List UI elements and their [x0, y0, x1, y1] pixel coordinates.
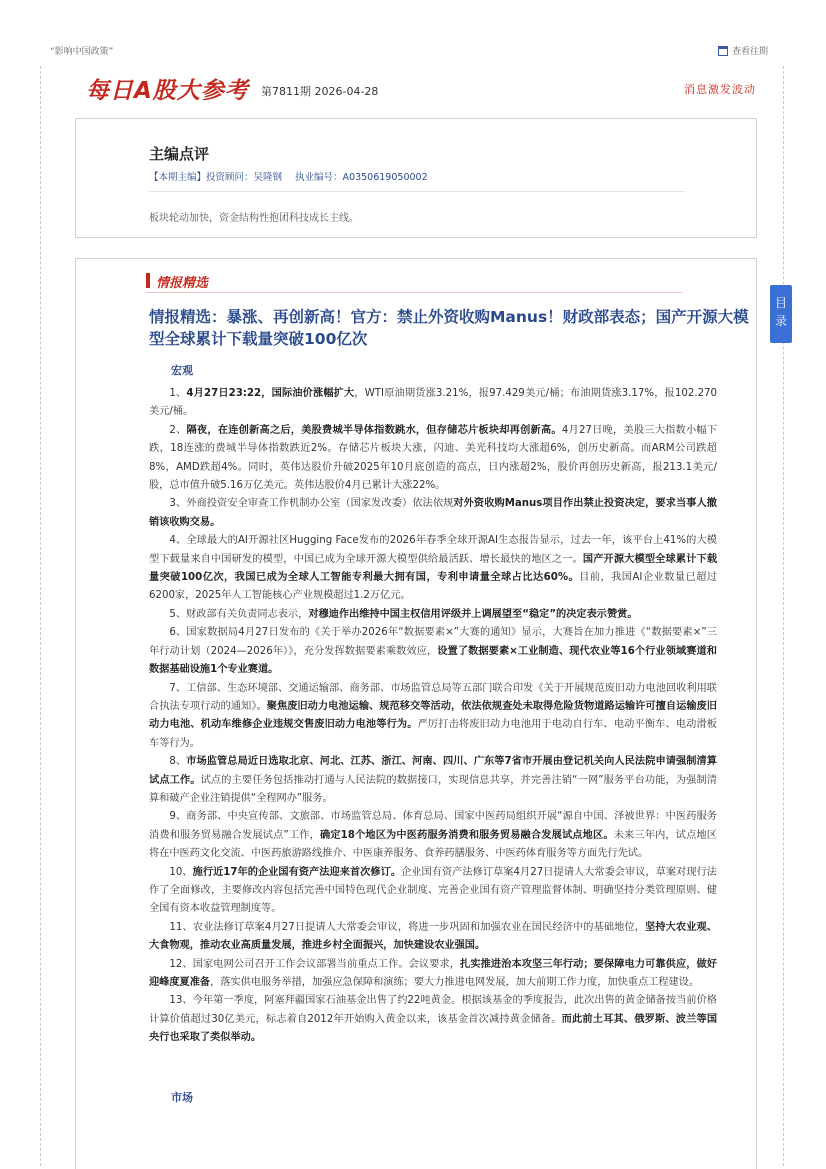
news-item	[149, 532, 717, 606]
news-text: 3、外商投资安全审查工作机制办公室（国家发改委）依法依规	[169, 498, 454, 510]
news-text: 7、工信部、生态环境部、交通运输部、商务部、市场监管总局等五部门联合印发《关于开展规范废旧动力电池回收利用联合执法专项行动的通知》。	[149, 682, 717, 712]
news-text: 5、财政部有关负责同志表示，	[169, 608, 309, 620]
news-text: 严厉打击将废旧动力电池用于电动自行车、电动平衡车、电动滑板车等行为。	[149, 719, 717, 749]
subhead-market: 市场	[171, 1091, 193, 1104]
top-tag: “影响中国政策”	[50, 47, 114, 57]
news-highlight: 市场监管总局近日选取北京、河北、江苏、浙江、河南、四川、广东等7省市开展由登记机关向人民法院申请强制清算试点工作。	[149, 756, 717, 786]
editor-meta	[149, 169, 438, 183]
news-highlight: 施行近17年的企业国有资产法迎来首次修订。	[192, 866, 402, 878]
news-text: 1、	[169, 388, 187, 399]
intel-section	[75, 258, 757, 1169]
news-highlight: 扎实推进治本攻坚三年行动；要保障电力可靠供应，做好迎峰度夏准备	[149, 958, 717, 988]
news-item	[149, 385, 717, 422]
news-item	[149, 992, 717, 1047]
section-mark	[146, 273, 150, 288]
news-highlight: 确定18个地区为中医药服务消费和服务贸易融合发展试点地区。	[319, 829, 614, 841]
news-item	[149, 808, 717, 863]
news-text: 6、国家数据局4月27日发布的《关于举办2026年“数据要素×”大赛的通知》显示，大赛旨在加力推进《“数据要素×”三年行动计划（2024—2026年）》，充分发挥数据要素乘数效应，	[149, 627, 717, 657]
toc-button[interactable]	[770, 285, 792, 343]
news-text: 未来三年内，试点地区将在中医药文化交流、中医药旅游路线推介、中医康养服务、食养药膳服务、中医药体育服务等方面先行先试。	[149, 829, 717, 860]
news-text: 目前，我国AI企业数量已超过6200家，2025年人工智能核心产业规模超过1.2万亿元。	[149, 572, 717, 602]
news-item	[149, 919, 717, 956]
archive-link[interactable]	[718, 44, 768, 57]
editor-comment-box	[75, 118, 757, 238]
news-text: ，落实供电服务举措，加强应急保障和演练；要大力推进电网发展，加大前期工作力度，加快重点工程建设。	[210, 977, 700, 988]
news-text: 8、	[169, 756, 187, 768]
news-item	[149, 422, 717, 496]
news-text: 4月27日晚，美股三大指数小幅下跌，18连涨的费城半导体指数跌近2%。存储芯片板块大涨，闪迪、美光科技均大涨超6%，创历史新高。而ARM公司跌超8%，AMD跌超4%。同时，英伟达股价升破2025年10月底创造的高点，日内涨超2%，股价再创历史新高，报213.1美元/股，总市值升破5.16万亿美元。英伟达股价4月已累计大涨22%。	[149, 424, 718, 492]
news-text: 11、农业法修订草案4月27日提请人大常委会审议，将进一步巩固和加强农业在国民经济中的基础地位，	[169, 921, 646, 933]
news-highlight: 4月27日23:22，国际油价涨幅扩大	[186, 388, 355, 399]
slogan: 消息激发波动	[684, 83, 756, 96]
news-text: 企业国有资产法修订草案4月27日提请人大常委会审议，草案对现行法作了全面修改，主要修改内容包括完善中国特色现代企业制度、完善企业国有资产管理监督体制、明确坚持分类管理原则、健全国有资本收益管理制度等。	[149, 866, 717, 915]
news-text: 12、国家电网公司召开工作会议部署当前重点工作。会议要求，	[169, 958, 461, 970]
section-tag-label: 情报精选	[156, 276, 209, 291]
editor-title: 主编点评	[149, 145, 210, 163]
page-header	[86, 72, 756, 108]
calendar-icon	[718, 46, 728, 56]
divider	[149, 191, 685, 192]
news-highlight: 隔夜，在连创新高之后，美股费城半导体指数跳水，但存储芯片板块却再创新高。	[186, 424, 562, 436]
news-text: 试点的主要任务包括推动打通与人民法院的数据接口，实现信息共享，并完善注销“一网”服务平台功能，为强制清算和破产企业注销提供“全程网办”服务。	[149, 774, 717, 804]
news-item	[149, 495, 717, 532]
news-highlight: 聚焦废旧动力电池运输、规范移交等活动，依法依规查处未取得危险货物道路运输许可擅自运输废旧动力电池、机动车维修企业违规交售废旧动力电池等行为。	[149, 700, 717, 731]
toc-label: 目录	[775, 296, 788, 328]
news-highlight: 国产开源大模型全球累计下载量突破100亿次，我国已成为全球人工智能专利最大拥有国，专利申请量全球占比达60%。	[149, 553, 718, 584]
section-tag	[146, 270, 682, 292]
news-highlight: 坚持大农业观、大食物观，推动农业高质量发展，推进乡村全面振兴，加快建设农业强国。	[149, 921, 718, 952]
editor-advisor: 【本期主编】投资顾问：吴隆钢	[149, 172, 283, 183]
news-item	[149, 864, 717, 919]
news-text: ，WTI原油期货涨3.21%，报97.429美元/桶；布油期货涨3.17%，报102.270美元/桶。	[149, 388, 718, 418]
news-text: 9、商务部、中央宣传部、文旅部、市场监管总局、体育总局、国家中医药局组织开展“源自中国、泽被世界：中医药服务消费和服务贸易融合发展试点”工作，	[149, 811, 717, 841]
news-text: 2、	[169, 424, 187, 436]
subhead-macro: 宏观	[171, 364, 193, 377]
news-highlight: 而此前土耳其、俄罗斯、波兰等国央行也采取了类似举动。	[149, 1013, 718, 1044]
article-title: 情报精选：暴涨、再创新高！官方：禁止外资收购Manus！财政部表态；国产开源大模型全球累计下载量突破100亿次	[149, 308, 749, 348]
archive-label: 查看往期	[731, 47, 768, 57]
news-item	[149, 956, 717, 993]
news-highlight: 对穆迪作出维持中国主权信用评级并上调展望至“稳定”的决定表示赞赏。	[308, 608, 638, 620]
news-highlight: 设置了数据要素×工业制造、现代农业等16个行业领域赛道和数据基础设施1个专业赛道。	[149, 645, 717, 676]
news-item	[149, 753, 717, 808]
news-text: 4、全球最大的AI开源社区Hugging Face发布的2026年春季全球开源AI生态报告显示，过去一年，该平台上41%的大模型下载量来自中国研发的模型，中国已成为全球开源大模型供给最活跃、增长最快的地区之一。	[149, 535, 717, 565]
issue-info: 第7811期 2026-04-28	[261, 85, 379, 98]
section-divider	[146, 292, 682, 293]
news-highlight: 对外资收购Manus项目作出禁止投资决定，要求当事人撤销该收购交易。	[149, 498, 717, 528]
editor-license: 执业编号：A0350619050002	[295, 172, 428, 183]
news-item	[149, 624, 717, 679]
article-body	[149, 385, 717, 1048]
editor-comment: 板块轮动加快，资金结构性抱团科技成长主线。	[149, 213, 359, 224]
news-text: 13、今年第一季度，阿塞拜疆国家石油基金出售了约22吨黄金。根据该基金的季度报告，此次出售的黄金储备按当前价格计算价值超过30亿美元，标志着自2012年开始购入黄金以来，该基金首次减持黄金储备。	[149, 995, 717, 1025]
news-item	[149, 680, 717, 754]
logo: 每日A股大参考	[86, 78, 249, 104]
news-text: 10、	[169, 866, 193, 878]
news-item	[149, 606, 717, 624]
